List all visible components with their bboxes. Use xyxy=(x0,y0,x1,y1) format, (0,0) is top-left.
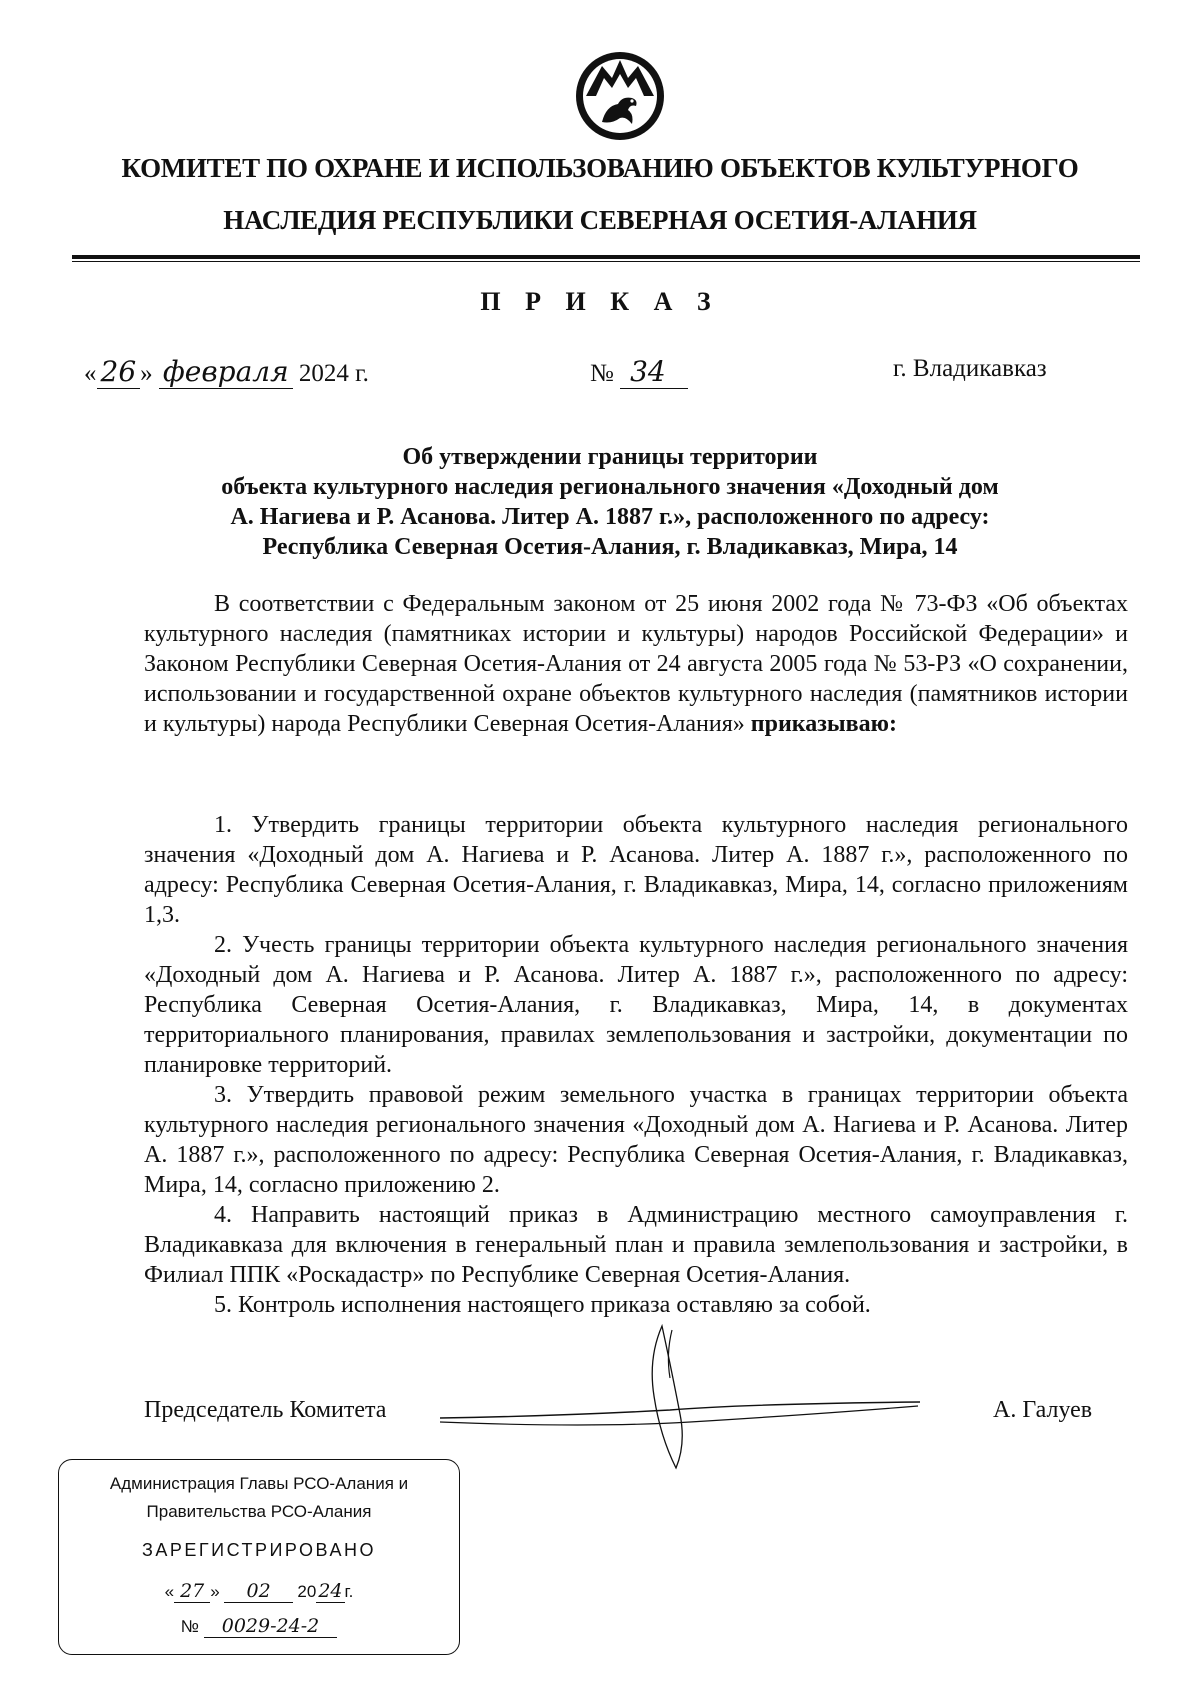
stamp-number-value: 0029-24-2 xyxy=(204,1615,337,1638)
stamp-authority-line2: Правительства РСО-Алания xyxy=(146,1502,372,1521)
date-day: 26 xyxy=(97,355,141,389)
stamp-authority-line1: Администрация Главы РСО-Алания и xyxy=(109,1474,409,1493)
organization-name-line1: КОМИТЕТ ПО ОХРАНЕ И ИСПОЛЬЗОВАНИЮ ОБЪЕКТОВ КУЛЬТУРНОГО xyxy=(121,153,1079,183)
date-close-quote: » xyxy=(140,360,153,387)
stamp-date-year-suffix: 24 xyxy=(318,1580,343,1602)
stamp-date-close-quote: » xyxy=(210,1582,220,1601)
order-item-4: 4. Направить настоящий приказ в Администрацию местного самоуправления г. Владикавказа для включения в генеральный план и правила землепользования и застройки, в Филиал ППК «Роскадастр» по Республике Северная Осетия-Алания. xyxy=(144,1202,1128,1288)
date-year: 2024 г. xyxy=(298,360,369,387)
stamp-date xyxy=(59,1580,459,1602)
stamp-date-open-quote: « xyxy=(164,1582,175,1601)
header-divider-thin xyxy=(72,261,1140,262)
stamp-date-day: 27 xyxy=(174,1580,210,1603)
organization-name-line2: НАСЛЕДИЯ РЕСПУБЛИКИ СЕВЕРНАЯ ОСЕТИЯ-АЛАНИЯ xyxy=(223,205,977,235)
order-item-1: 1. Утвердить границы территории объекта культурного наследия регионального значения «Доходный дом А. Нагиева и Р. Асанова. Литер А. 1887 г.», расположенного по адресу: Республика Северная Осетия-Алания, г. Владикавказ, Мира, 14, согласно приложениям 1,3. xyxy=(144,812,1128,928)
order-item-5: 5. Контроль исполнения настоящего приказа оставляю за собой. xyxy=(214,1292,871,1318)
registration-stamp xyxy=(58,1459,460,1655)
order-item-2: 2. Учесть границы территории объекта культурного наследия регионального значения «Доходный дом А. Нагиева и Р. Асанова. Литер А. 1887 г.», расположенного по адресу: Республика Северная Осетия-Алания, г. Владикавказ, Мира, 14, в документах территориального планирования, правилах землепользования и застройки, документации по планировке территорий. xyxy=(144,932,1128,1078)
stamp-number xyxy=(59,1615,459,1637)
city: г. Владикавказ xyxy=(893,355,1047,382)
signatory-name: А. Галуев xyxy=(993,1397,1093,1423)
order-number xyxy=(590,355,688,388)
coat-of-arms-icon xyxy=(572,44,668,144)
subject-line-2: объекта культурного наследия регионального значения «Доходный дом xyxy=(221,474,999,500)
document-title: П Р И К А З xyxy=(480,287,720,316)
order-date xyxy=(84,355,369,388)
order-number-value: 34 xyxy=(620,355,688,389)
preamble xyxy=(144,589,1128,739)
stamp-date-g: г. xyxy=(344,1582,354,1601)
order-item-3: 3. Утвердить правовой режим земельного участка в границах территории объекта культурного наследия регионального значения «Доходный дом А. Нагиева и Р. Асанова. Литер А. 1887 г.», расположенного по адресу: Республика Северная Осетия-Алания, г. Владикавказ, Мира, 14, согласно приложению 2. xyxy=(144,1082,1128,1198)
order-items xyxy=(144,810,1128,1320)
handwritten-signature xyxy=(440,1318,980,1478)
subject-line-3: А. Нагиева и Р. Асанова. Литер А. 1887 г.», расположенного по адресу: xyxy=(230,504,990,530)
stamp-date-year-prefix: 20 xyxy=(297,1582,317,1601)
date-month: февраля xyxy=(159,355,293,389)
header-divider xyxy=(72,255,1140,259)
stamp-registered-label: ЗАРЕГИСТРИРОВАНО xyxy=(142,1540,376,1560)
preamble-order-word: приказываю: xyxy=(750,711,897,737)
order-subject xyxy=(150,442,1070,562)
preamble-text: В соответствии с Федеральным законом от 25 июня 2002 года № 73-ФЗ «Об объектах культурного наследия (памятниках истории и культуры) народов Российской Федерации» и Законом Республики Северная Осетия-Алания от 24 августа 2005 года № 53-РЗ «О сохранении, использовании и государственной охране объектов культурного наследия (памятников истории и культуры) народа Республики Северная Осетия-Алания» xyxy=(144,591,1128,737)
signatory-role: Председатель Комитета xyxy=(144,1397,387,1423)
order-number-label: № xyxy=(590,360,614,387)
date-open-quote: « xyxy=(84,360,97,387)
subject-line-4: Республика Северная Осетия-Алания, г. Владикавказ, Мира, 14 xyxy=(262,534,958,560)
stamp-number-label: № xyxy=(180,1617,200,1636)
subject-line-1: Об утверждении границы территории xyxy=(402,444,818,470)
stamp-date-month: 02 xyxy=(224,1580,292,1603)
